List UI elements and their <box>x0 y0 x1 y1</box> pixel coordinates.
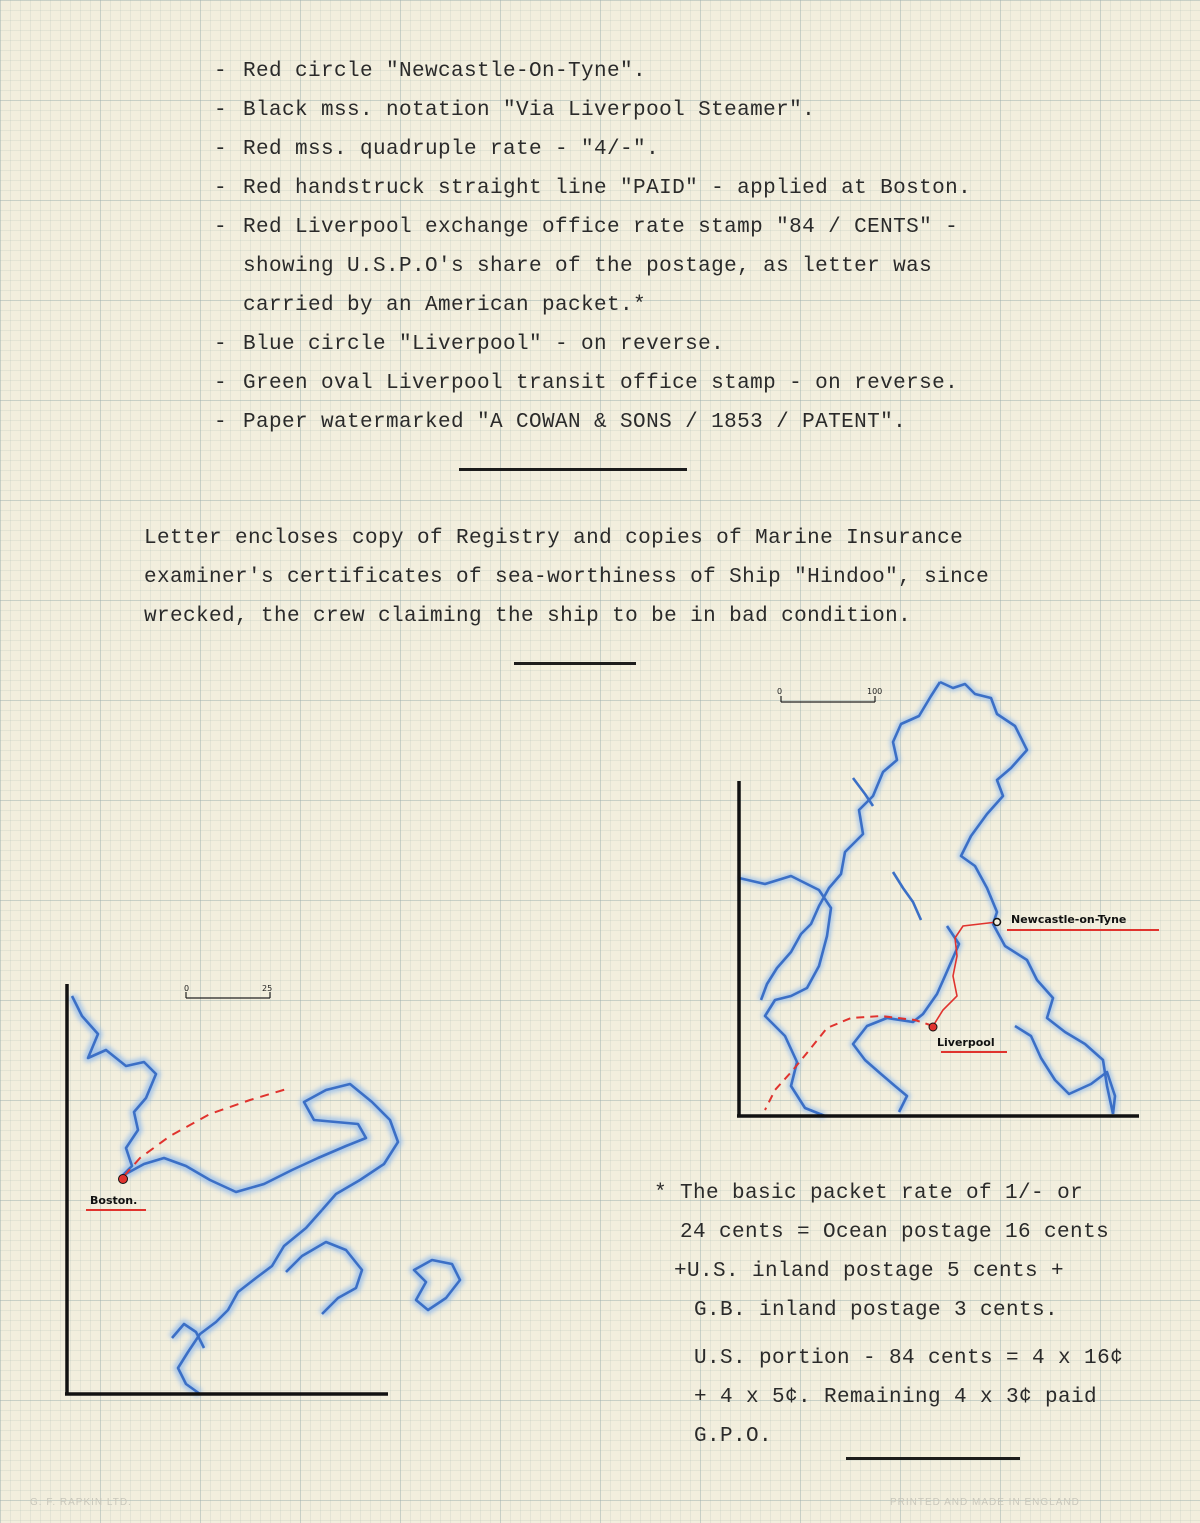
note-item: - Red circle "Newcastle-On-Tyne". <box>214 60 647 83</box>
scale-bar <box>184 984 272 998</box>
note-item: - Paper watermarked "A COWAN & SONS / 1853 / PATENT". <box>214 411 907 434</box>
boston-label: Boston. <box>90 1194 138 1207</box>
newcastle-label: Newcastle-on-Tyne <box>1011 913 1127 926</box>
note-item: - Black mss. notation "Via Liverpool Steamer". <box>214 99 816 122</box>
svg-text:25: 25 <box>262 984 273 993</box>
uk-map <box>735 676 1165 1116</box>
printer-imprint: G. F. RAPKIN LTD. <box>30 1497 132 1508</box>
svg-text:0: 0 <box>777 687 783 696</box>
note-item: - Red mss. quadruple rate - "4/-". <box>214 138 660 161</box>
route-line <box>765 919 1001 1111</box>
notes-list <box>214 52 971 442</box>
note-item: - Red Liverpool exchange office rate stamp "84 / CENTS" - <box>214 216 959 239</box>
liverpool-marker <box>929 1023 937 1031</box>
divider-rule <box>459 468 687 471</box>
scale-bar <box>777 687 882 702</box>
liverpool-label: Liverpool <box>937 1036 995 1049</box>
note-item: - Blue circle "Liverpool" - on reverse. <box>214 333 725 356</box>
letter-paragraph: Letter encloses copy of Registry and copies of Marine Insurance examiner's certificates of sea-worthiness of Ship "Hindoo", since wrecked, the crew claiming the ship to be in bad condition. <box>144 527 990 628</box>
note-item: - Red handstruck straight line "PAID" - applied at Boston. <box>214 177 972 200</box>
boston-map <box>60 980 470 1400</box>
newcastle-marker <box>994 919 1001 926</box>
note-item-continuation: carried by an American packet.* <box>243 294 647 317</box>
printer-imprint: PRINTED AND MADE IN ENGLAND <box>890 1497 1080 1508</box>
note-item-continuation: showing U.S.P.O's share of the postage, as letter was <box>243 255 933 278</box>
divider-rule <box>846 1457 1020 1460</box>
footnote: * The basic packet rate of 1/- or 24 cents = Ocean postage 16 cents +U.S. inland postage 5 cents + G.B. inland postage 3 cents. U.S. portion - 84 cents = 4 x 16¢ + 4 x 5¢. Remaining 4 x 3¢ paid G.P.O. <box>654 1182 1124 1448</box>
divider-rule <box>514 662 636 665</box>
svg-text:0: 0 <box>184 984 190 993</box>
note-item: - Green oval Liverpool transit office stamp - on reverse. <box>214 372 959 395</box>
boston-marker <box>119 1175 128 1184</box>
svg-text:100: 100 <box>867 687 883 696</box>
